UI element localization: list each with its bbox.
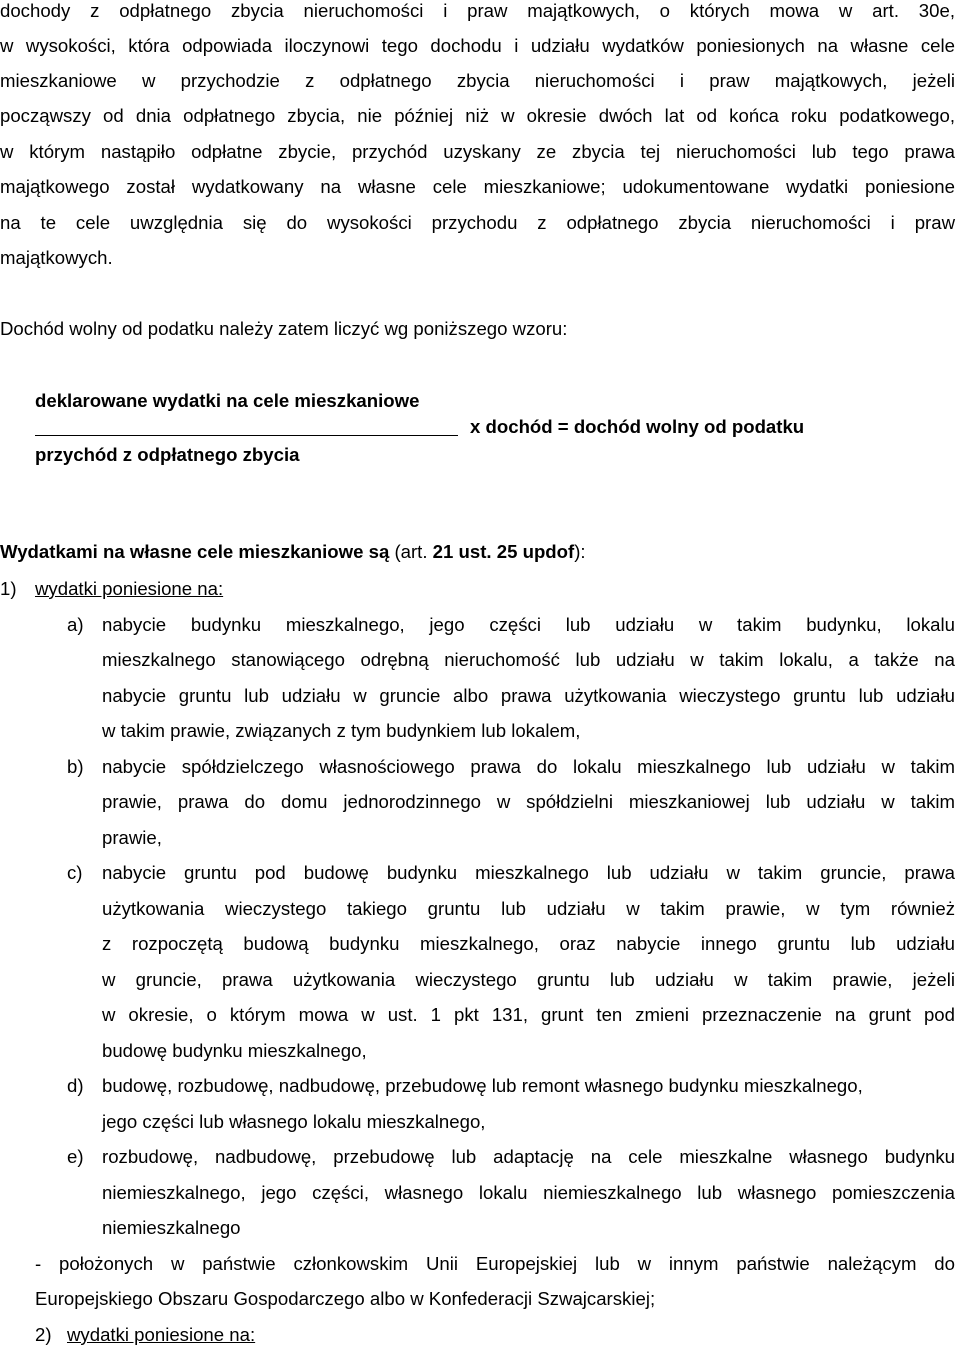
subitem-marker: c) — [67, 862, 83, 883]
formula-lead: Dochód wolny od podatku należy zatem liczyć wg poniższego wzoru: — [0, 318, 568, 339]
subitem-line: jego części lub własnego lokalu mieszkalnego, — [102, 1111, 486, 1132]
intro-line: począwszy od dnia odpłatnego zbycia, nie później niż w okresie dwóch lat od końca roku podatkowego, — [0, 105, 955, 126]
subitem-marker: d) — [67, 1075, 84, 1096]
section-heading — [0, 541, 586, 563]
subitem-line: prawie, prawa do domu jednorodzinnego w spółdzielni mieszkaniowej lub udziału w takim — [102, 791, 955, 812]
subitem-line: z rozpoczętą budową budynku mieszkalnego, oraz nabycie innego gruntu lub udziału — [102, 933, 955, 954]
subitem-line: użytkowania wieczystego takiego gruntu lub udziału w takim prawie, w tym również — [102, 898, 955, 919]
intro-line: mieszkaniowe w przychodzie z odpłatnego zbycia nieruchomości i praw majątkowych, jeżeli — [0, 70, 955, 91]
heading-ref-bold: 21 ust. 25 updof — [432, 541, 575, 562]
item-label: wydatki poniesione na: — [35, 578, 224, 599]
eu-clause-line: Europejskiego Obszaru Gospodarczego albo w Konfederacji Szwajcarskiej; — [35, 1288, 656, 1309]
formula-result: x dochód = dochód wolny od podatku — [470, 416, 805, 437]
subitem-line: niemieszkalnego — [102, 1217, 241, 1238]
subitem-line: w takim prawie, związanych z tym budynkiem lub lokalem, — [102, 720, 581, 741]
subitem-marker: a) — [67, 614, 84, 635]
heading-bold: Wydatkami na własne cele mieszkaniowe są — [0, 541, 390, 562]
eu-clause-line: - położonych w państwie członkowskim Unii Europejskiej lub w innym państwie należącym do — [35, 1253, 955, 1274]
intro-line: majątkowego został wydatkowany na własne cele mieszkaniowe; udokumentowane wydatki poniesione — [0, 176, 955, 197]
subitem-line: nabycie budynku mieszkalnego, jego części lub udziału w takim budynku, lokalu — [102, 614, 955, 635]
intro-line: na te cele uwzględnia się do wysokości przychodu z odpłatnego zbycia nieruchomości i praw — [0, 212, 955, 233]
subitem-line: nabycie spółdzielczego własnościowego prawa do lokalu mieszkalnego lub udziału w takim — [102, 756, 955, 777]
subitem-marker: b) — [67, 756, 84, 777]
item-number: 1) — [0, 578, 17, 599]
subitem-line: niemieszkalnego, jego części, własnego lokalu niemieszkalnego lub własnego pomieszczenia — [102, 1182, 955, 1203]
subitem-line: prawie, — [102, 827, 162, 848]
intro-line: w wysokości, która odpowiada iloczynowi tego dochodu i udziału wydatków poniesionych na własne cele — [0, 35, 955, 56]
subitem-line: nabycie gruntu lub udziału w gruncie albo prawa użytkowania wieczystego gruntu lub udziału — [102, 685, 955, 706]
intro-line: dochody z odpłatnego zbycia nieruchomości i praw majątkowych, o których mowa w art. 30e, — [0, 0, 955, 21]
fraction-bar — [35, 435, 458, 436]
heading-ref-close: ): — [574, 541, 586, 562]
intro-line: w którym nastąpiło odpłatne zbycie, przychód uzyskany ze zbycia tej nieruchomości lub tego prawa — [0, 141, 955, 162]
subitem-line: budowę budynku mieszkalnego, — [102, 1040, 367, 1061]
item-number: 2) — [35, 1324, 52, 1345]
subitem-line: budowę, rozbudowę, nadbudowę, przebudowę lub remont własnego budynku mieszkalnego, — [102, 1075, 863, 1096]
intro-line: majątkowych. — [0, 247, 113, 268]
formula-numerator: deklarowane wydatki na cele mieszkaniowe — [35, 390, 420, 411]
subitem-line: w gruncie, prawa użytkowania wieczystego gruntu lub udziału w takim prawie, jeżeli — [102, 969, 955, 990]
heading-ref-open: (art. — [389, 541, 433, 562]
subitem-marker: e) — [67, 1146, 84, 1167]
subitem-line: w okresie, o którym mowa w ust. 1 pkt 131, grunt ten zmieni przeznaczenie na grunt pod — [102, 1004, 955, 1025]
subitem-line: nabycie gruntu pod budowę budynku mieszkalnego lub udziału w takim gruncie, prawa — [102, 862, 955, 883]
formula-denominator: przychód z odpłatnego zbycia — [35, 444, 300, 465]
subitem-line: mieszkalnego stanowiącego odrębną nieruchomość lub udziału w takim lokalu, a także na — [102, 649, 955, 670]
subitem-line: rozbudowę, nadbudowę, przebudowę lub adaptację na cele mieszkalne własnego budynku — [102, 1146, 955, 1167]
item-label: wydatki poniesione na: — [67, 1324, 256, 1345]
